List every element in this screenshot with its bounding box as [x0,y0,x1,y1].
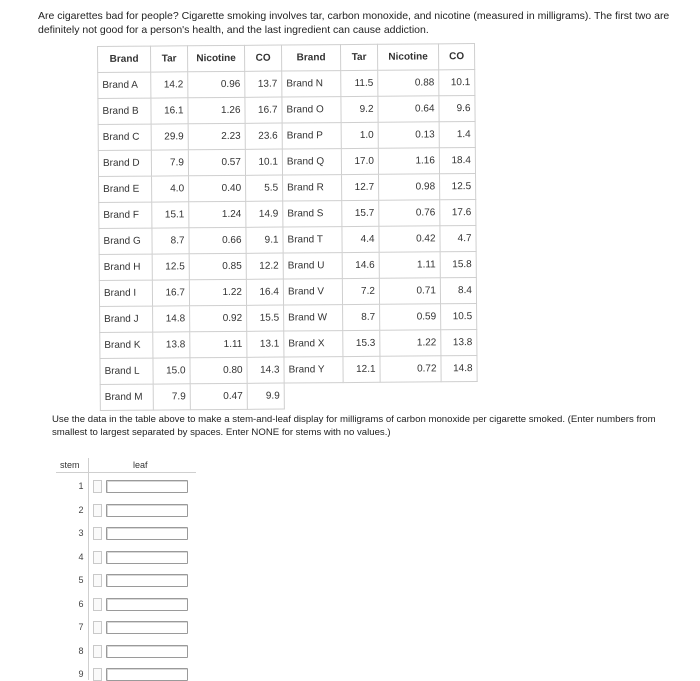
value-cell: 15.3 [343,330,380,356]
value-cell: 13.7 [245,71,282,97]
value-cell: 8.7 [343,304,380,330]
value-cell: 14.8 [441,356,477,382]
leaf-field-marker [93,668,102,681]
brand-cell: Brand B [98,98,151,124]
value-cell: 7.9 [151,150,188,176]
value-cell: 12.5 [440,174,476,200]
brand-cell: Brand G [99,228,152,254]
value-cell: 0.96 [188,71,245,97]
value-cell: 16.7 [245,97,282,123]
value-cell: 9.9 [247,383,284,409]
value-cell: 18.4 [439,148,475,174]
stemleaf-vertical-divider [88,458,89,680]
brand-cell: Brand V [283,279,342,305]
value-cell: 11.5 [341,70,378,96]
problem-intro: Are cigarettes bad for people? Cigarette smoking involves tar, carbon monoxide, and nicotine (measured in milligrams). The first two are definitely not good for a person's health, and the last ingredient can cause addiction. [38,10,670,36]
value-cell: 15.0 [153,358,190,384]
table-body [98,70,478,411]
leaf-field-marker [93,504,102,517]
table-row [98,122,475,151]
value-cell: 12.2 [246,253,283,279]
stem-value: 5 [78,575,84,585]
leaf-input-stem-5[interactable] [106,574,188,587]
brand-cell: Brand K [100,332,153,358]
value-cell: 0.66 [189,227,246,253]
table-row [100,356,477,385]
brand-cell: Brand S [283,201,342,227]
value-cell: 13.8 [153,332,190,358]
table-row [98,148,475,177]
value-cell: 15.1 [152,202,189,228]
value-cell: 13.8 [441,330,477,356]
brand-cell: Brand X [284,331,343,357]
table-row [99,278,476,307]
leaf-field-marker [93,645,102,658]
value-cell: 1.11 [190,331,247,357]
cigarette-data-table [97,43,478,411]
brand-cell: Brand I [99,280,152,306]
value-cell: 0.88 [378,70,439,96]
table-row [98,70,475,99]
brand-cell: Brand R [283,175,342,201]
brand-cell: Brand F [99,202,152,228]
value-cell: 9.6 [439,96,475,122]
leaf-input-stem-9[interactable] [106,668,188,681]
value-cell: 8.7 [152,228,189,254]
stemleaf-header-divider [56,472,196,473]
leaf-input-stem-7[interactable] [106,621,188,634]
value-cell: 1.22 [189,279,246,305]
value-cell: 0.57 [188,149,245,175]
value-cell: 15.5 [247,305,284,331]
value-cell: 8.4 [440,278,476,304]
table-row [100,382,477,411]
column-header-co: CO [438,44,474,70]
value-cell: 1.26 [188,97,245,123]
value-cell: 1.16 [378,148,439,174]
data-table-wrapper [97,43,478,411]
leaf-field-marker [93,551,102,564]
table-row [99,226,476,255]
value-cell: 23.6 [245,123,282,149]
value-cell: 16.4 [246,279,283,305]
leaf-input-stem-6[interactable] [106,598,188,611]
table-row [98,96,475,125]
value-cell: 1.22 [380,330,441,356]
leaf-field-marker [93,574,102,587]
table-row [99,174,476,203]
value-cell: 16.7 [152,280,189,306]
value-cell: 15.7 [342,200,379,226]
leaf-input-stem-1[interactable] [106,480,188,493]
brand-cell: Brand Y [284,357,343,383]
brand-cell: Brand T [283,227,342,253]
value-cell: 1.11 [379,252,440,278]
table-row [99,200,476,229]
stem-value: 9 [78,669,84,679]
value-cell: 0.42 [379,226,440,252]
value-cell: 0.59 [380,304,441,330]
value-cell [343,382,380,408]
value-cell: 1.4 [439,122,475,148]
brand-cell: Brand H [99,254,152,280]
value-cell: 14.3 [247,357,284,383]
value-cell: 29.9 [151,124,188,150]
value-cell: 4.4 [342,226,379,252]
value-cell: 0.98 [379,174,440,200]
value-cell: 16.1 [151,98,188,124]
table-row [99,252,476,281]
brand-cell: Brand D [98,150,151,176]
value-cell: 5.5 [246,175,283,201]
column-header-nicotine: Nicotine [377,44,438,70]
stem-value: 4 [78,551,84,562]
value-cell: 0.64 [378,96,439,122]
column-header-nicotine: Nicotine [188,45,245,71]
table-header-row [98,44,475,73]
value-cell: 12.1 [343,356,380,382]
leaf-input-stem-4[interactable] [106,551,188,564]
value-cell: 2.23 [188,123,245,149]
value-cell: 17.0 [341,148,378,174]
value-cell: 14.9 [246,201,283,227]
stem-value: 2 [78,504,84,515]
value-cell: 12.7 [342,174,379,200]
brand-cell: Brand E [99,176,152,202]
brand-cell: Brand C [98,124,151,150]
table-row [100,304,477,333]
value-cell: 13.1 [247,331,284,357]
brand-cell: Brand A [98,72,151,98]
leaf-input-stem-3[interactable] [106,527,188,540]
value-cell: 10.5 [441,304,477,330]
value-cell: 17.6 [440,200,476,226]
column-header-tar: Tar [340,44,377,70]
brand-cell: Brand O [282,97,341,123]
value-cell: 0.71 [379,278,440,304]
value-cell: 0.76 [379,200,440,226]
brand-cell: Brand J [100,306,153,332]
value-cell: 14.8 [153,306,190,332]
value-cell: 10.1 [439,70,475,96]
brand-cell: Brand W [284,305,343,331]
leaf-input-stem-8[interactable] [106,645,188,658]
value-cell: 0.80 [190,357,247,383]
value-cell: 0.72 [380,356,441,382]
leaf-header: leaf [133,460,148,470]
value-cell: 14.2 [151,72,188,98]
value-cell: 0.85 [189,253,246,279]
brand-cell: Brand M [100,384,153,410]
value-cell: 14.6 [342,252,379,278]
column-header-tar: Tar [151,46,188,72]
brand-cell [284,383,343,409]
value-cell: 0.13 [378,122,439,148]
leaf-field-marker [93,527,102,540]
value-cell: 7.9 [153,384,190,410]
leaf-input-stem-2[interactable] [106,504,188,517]
column-header-brand: Brand [281,45,340,71]
value-cell: 15.8 [440,252,476,278]
brand-cell: Brand U [283,253,342,279]
value-cell: 1.0 [341,122,378,148]
value-cell [380,382,441,408]
value-cell: 9.2 [341,96,378,122]
brand-cell: Brand P [282,123,341,149]
table-row [100,330,477,359]
stem-value: 6 [78,598,84,609]
value-cell: 4.0 [152,176,189,202]
leaf-field-marker [93,621,102,634]
stem-value: 3 [78,528,84,538]
stem-value: 7 [78,622,84,632]
brand-cell: Brand N [282,71,341,97]
value-cell [441,382,477,408]
value-cell: 4.7 [440,226,476,252]
brand-cell: Brand L [100,358,153,384]
value-cell: 10.1 [245,149,282,175]
leaf-field-marker [93,598,102,611]
stem-header: stem [60,460,80,470]
stem-value: 8 [78,645,84,656]
value-cell: 9.1 [246,227,283,253]
value-cell: 1.24 [189,201,246,227]
instructions-text: Use the data in the table above to make a stem-and-leaf display for milligrams of carbon monoxide per cigarette smoked. (Enter numbers from smallest to largest separated by spaces. Enter NONE for stems with no values.) [52,414,656,438]
column-header-co: CO [244,45,281,71]
value-cell: 0.92 [190,305,247,331]
value-cell: 0.40 [189,175,246,201]
leaf-field-marker [93,480,102,493]
stem-value: 1 [78,481,84,491]
column-header-brand: Brand [98,46,151,72]
value-cell: 0.47 [190,383,247,409]
value-cell: 7.2 [342,278,379,304]
brand-cell: Brand Q [282,149,341,175]
value-cell: 12.5 [152,254,189,280]
